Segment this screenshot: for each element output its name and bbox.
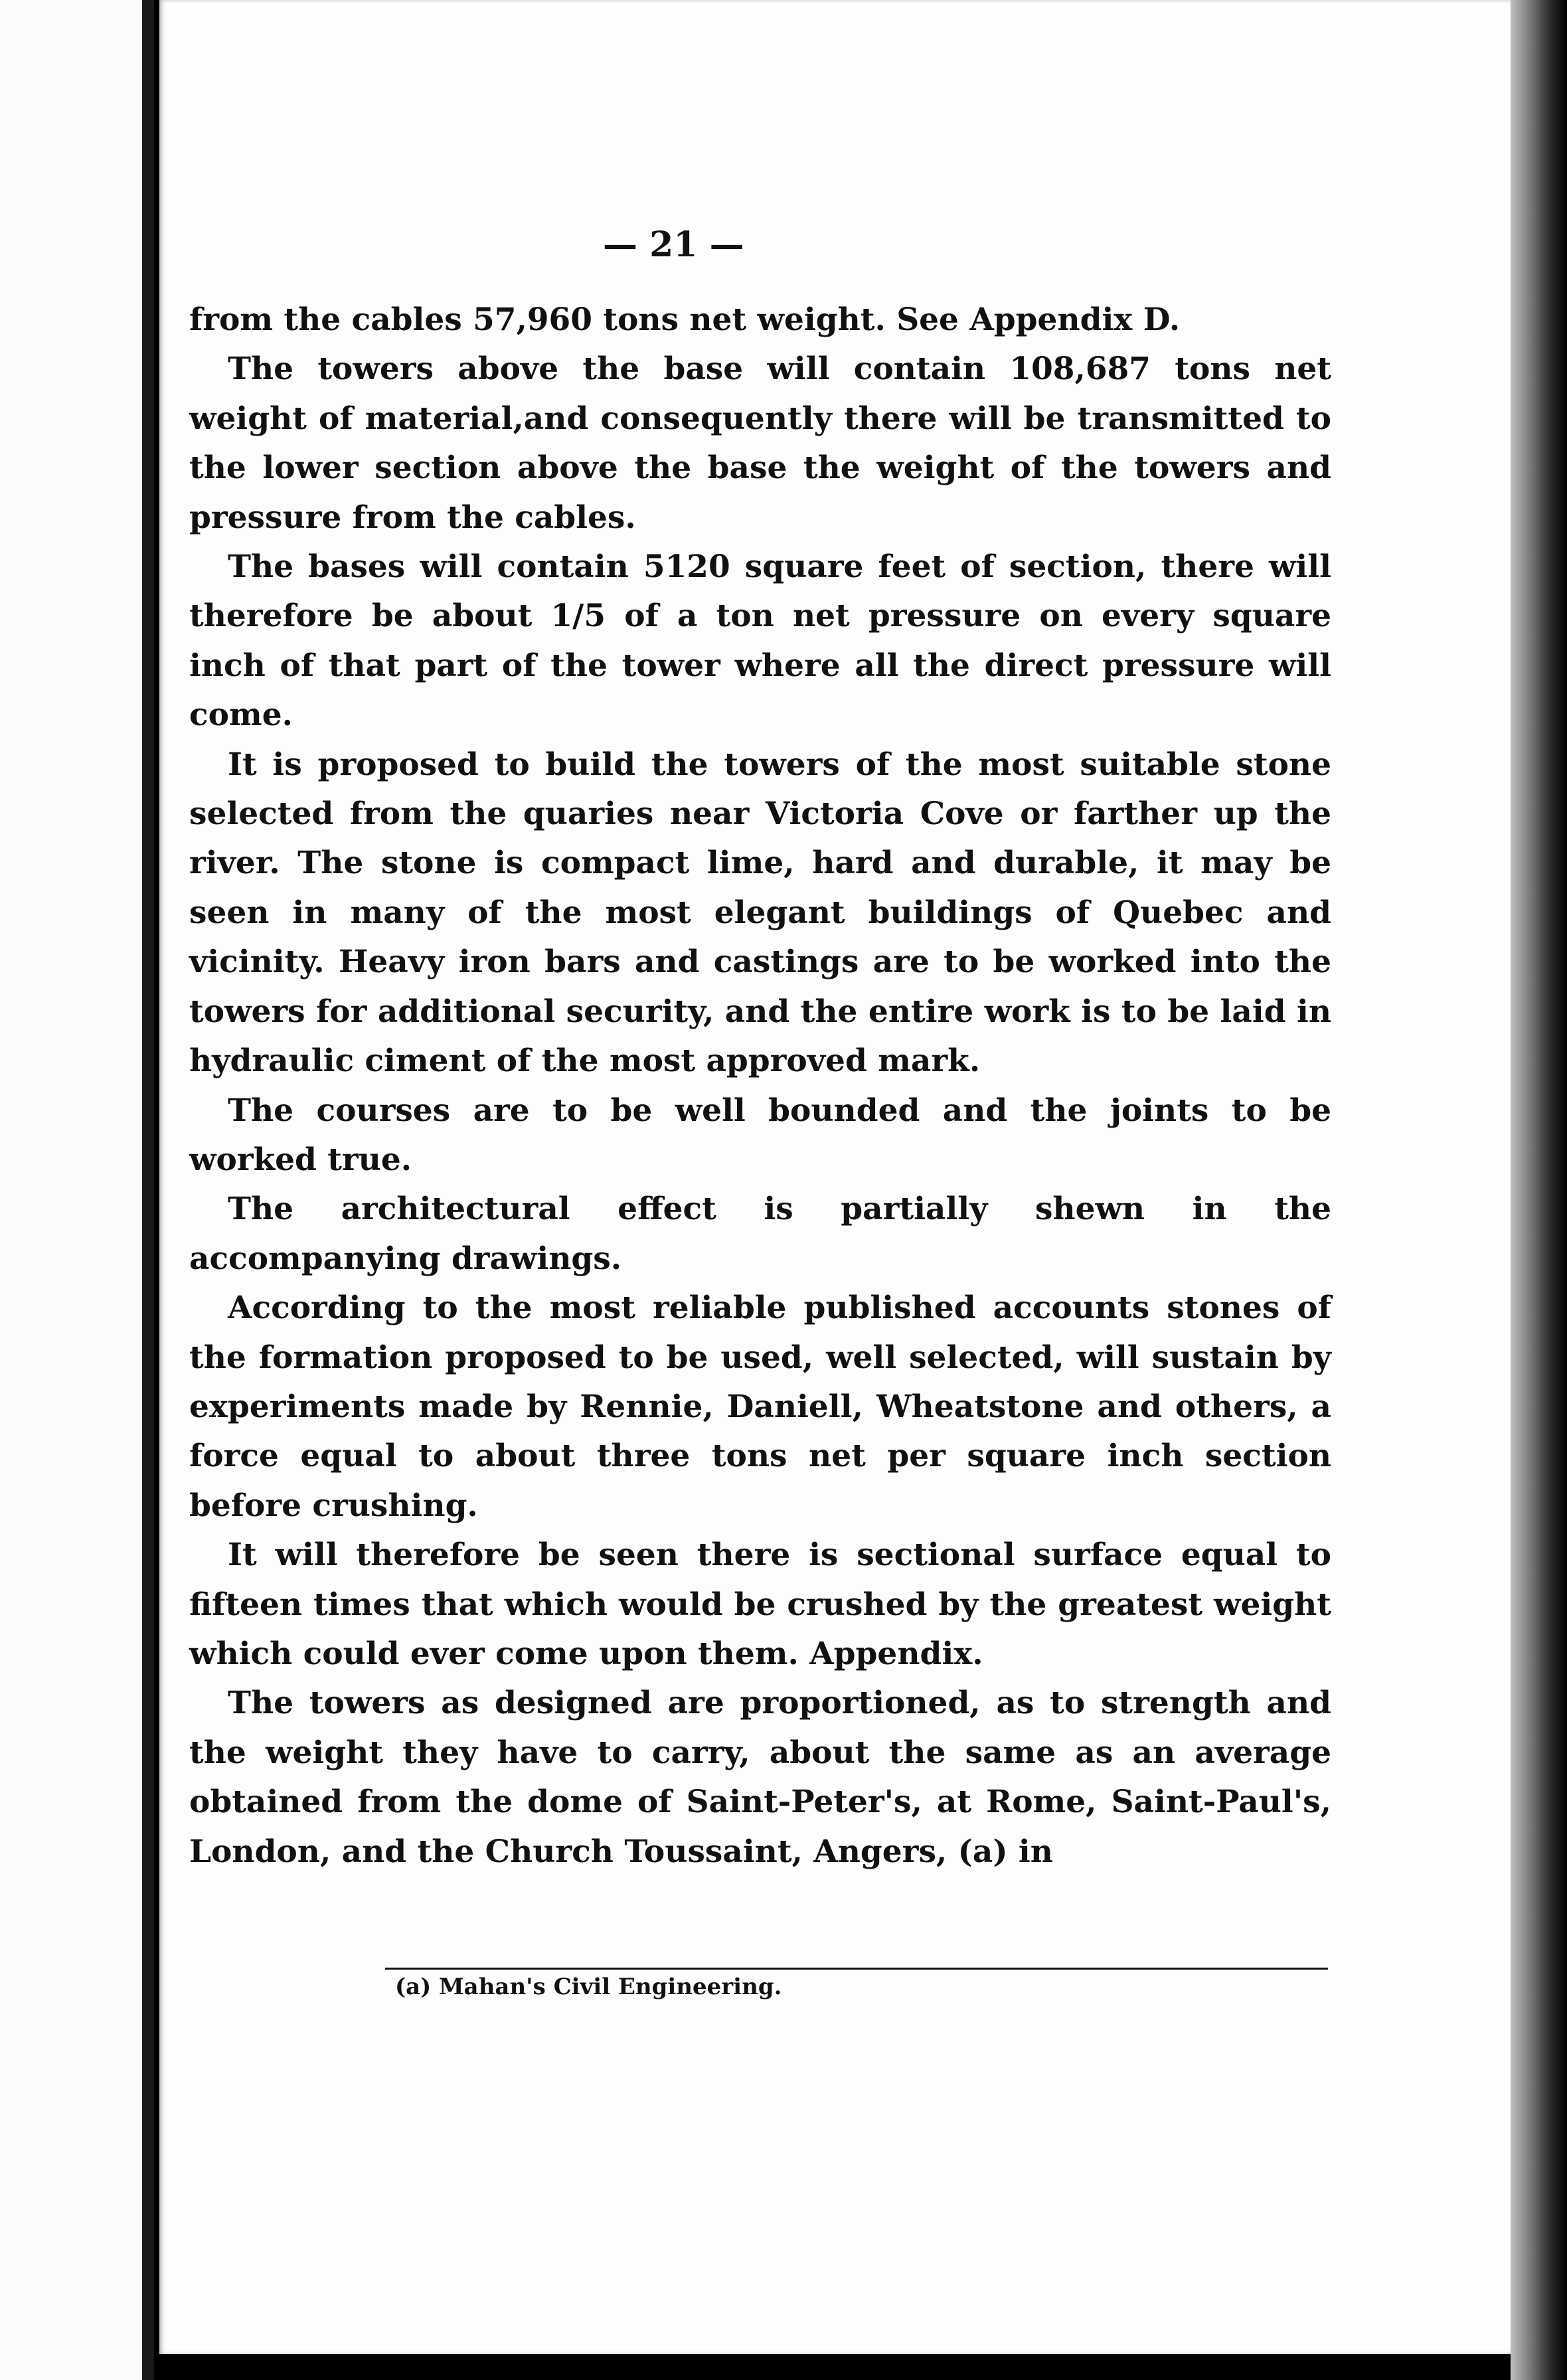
paragraph-7: According to the most reliable published accounts stones of the formation proposed to be used, well selected, will sustain by experiments made by Rennie, Daniell, Wheatstone and others, a force equal to about three tons net per square inch section before crushing.: [189, 1290, 1331, 1524]
page-edge-shadow: [1511, 0, 1567, 2380]
footnote-divider: [385, 1968, 1328, 1970]
paragraph-9: The towers as designed are proportioned, as to strength and the weight they have to carry, about the same as an average obtained from the dome of Saint-Peter's, at Rome, Saint-Paul's, London, and the Church Toussaint, Angers, (a) in: [189, 1685, 1331, 1870]
paragraph-1: from the cables 57,960 tons net weight. See Appendix D.: [189, 301, 1181, 338]
paragraph-5: The courses are to be well bounded and the joints to be worked true.: [189, 1092, 1331, 1178]
paragraph-3: The bases will contain 5120 square feet of section, there will therefore be about 1/5 of a ton net pressure on every square inch of that part of the tower where all the direct pressure will come.: [189, 549, 1331, 734]
paragraph-8: It will therefore be seen there is sectional surface equal to fifteen times that which would be crushed by the greatest weight which could ever come upon them. Appendix.: [189, 1537, 1331, 1672]
facing-page-edge: [0, 0, 154, 2380]
paragraph-4: It is proposed to build the towers of the most suitable stone selected from the quaries near Victoria Cove or farther up the river. The stone is compact lime, hard and durable, it may be seen in many of the most elegant buildings of Quebec and vicinity. Heavy iron bars and castings are to be worked into the towers for additional security, and the entire work is to be laid in hydraulic ciment of the most approved mark.: [189, 746, 1331, 1080]
paragraph-6: The architectural effect is partially shewn in the accompanying drawings.: [189, 1191, 1331, 1277]
paragraph-2: The towers above the base will contain 108,687 tons net weight of material,and consequently there will be transmitted to the lower section above the base the weight of the towers and pressure from the cables.: [189, 351, 1331, 536]
binding-gutter: [142, 0, 154, 2380]
body-text: [189, 296, 1331, 1877]
page-number: — 21 —: [603, 224, 744, 265]
footnote: (a) Mahan's Civil Engineering.: [395, 1974, 782, 2000]
